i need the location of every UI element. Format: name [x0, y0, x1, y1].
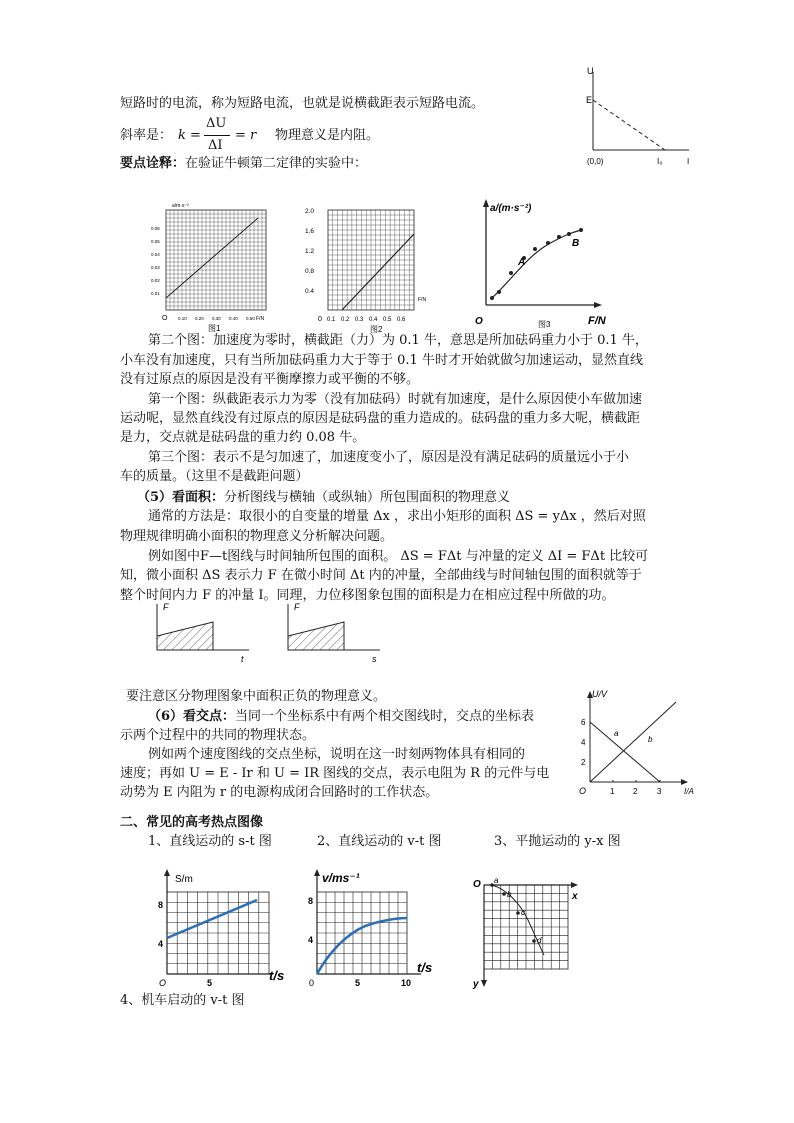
fig2-x-tick-label: 0.5	[383, 317, 392, 323]
fig2-y-tick-label: 2.0	[305, 208, 315, 215]
yx-y-label: y	[473, 979, 479, 990]
fig1-xunit: F/N	[256, 316, 265, 322]
st-origin: O	[159, 978, 167, 988]
cross-line-b	[590, 702, 676, 782]
para-fig1-3: 是力，交点就是砝码盘的重力约 0.08 牛。	[120, 430, 366, 445]
st-line	[167, 900, 257, 938]
cross-label-b: b	[648, 735, 653, 744]
area-example-2: 知，微小面积 ΔS 表示力 F 在微小时间 Δt 内的冲量，全部曲线与时间轴包围的面积就等于	[120, 568, 642, 583]
cross-origin: O	[579, 786, 587, 796]
fig3-point	[579, 228, 583, 232]
cross-xlabel: I/A	[684, 787, 694, 796]
vt-graph	[305, 868, 445, 990]
figure-2	[300, 205, 430, 337]
fig1-y-tick-label: 0.04	[151, 252, 160, 257]
yx-y-arrow	[481, 980, 487, 987]
area-heading-num: （5）看面积：	[137, 490, 225, 505]
yx-label-a: a	[494, 876, 499, 885]
ft-graph	[145, 600, 255, 680]
fig1-frame	[166, 210, 266, 310]
fs-x-label: s	[372, 654, 377, 664]
yx-x-label: x	[572, 891, 578, 902]
yx-point-c	[516, 911, 520, 915]
fig3-point	[546, 241, 550, 245]
yx-label-c: c	[521, 908, 525, 917]
para-fig2-3: 没有过原点的原因是没有平衡摩擦力或平衡的不够。	[120, 372, 420, 387]
slope-meaning: 物理意义是内阻。	[275, 128, 380, 143]
area-method-2: 物理规律明确小面积的物理意义分析解决问题。	[120, 529, 394, 544]
cross-heading-num: （6）看交点：	[148, 709, 236, 724]
slope-rhs: = r	[235, 128, 257, 143]
cross-ylabel: U/V	[592, 689, 608, 699]
vt-xtick-10: 10	[401, 978, 412, 988]
fig2-origin: 0	[318, 316, 322, 323]
vt-grid	[317, 892, 407, 974]
slope-eq: =	[190, 128, 201, 143]
fig1-y-tick-label: 0.06	[151, 226, 160, 231]
ui-e-label: E	[586, 95, 593, 105]
cross-ytick-2: 2	[581, 758, 586, 767]
vt-ytick-4: 4	[308, 935, 314, 945]
area-heading-text: 分析图线与横轴（或纵轴）所包围面积的物理意义	[224, 490, 511, 505]
fig1-x-tick-label: 0.30	[212, 316, 221, 321]
fs-graph	[276, 600, 386, 680]
cross-x-arrow	[681, 779, 688, 785]
para-fig2-2: 小车没有加速度，只有当所加砝码重力大于等于 0.1 牛时才开始就做匀加速运动，显然直线	[120, 353, 643, 368]
fig3-point	[567, 232, 571, 236]
fig3-x-arrow	[594, 302, 602, 308]
fig3-origin: O	[475, 316, 483, 327]
yx-label-b: b	[507, 890, 512, 899]
fig3-xlabel: F/N	[588, 315, 606, 327]
cross-line-a	[590, 722, 660, 782]
ui-y-label: U	[587, 66, 594, 76]
fig3-point-a: A	[518, 257, 526, 268]
cross-graph	[578, 690, 698, 800]
fig1-x-tick-label: 0.50	[246, 316, 255, 321]
vt-ylabel: v/ms⁻¹	[322, 871, 360, 885]
fig3-caption: 图3	[538, 320, 551, 329]
vt-ytick-8: 8	[308, 896, 314, 906]
fig1-x-tick-label: 0.20	[195, 316, 204, 321]
area-example-1: 例如图中F—t图线与时间轴所包围的面积。 ΔS = FΔt 与冲量的定义 ΔI = FΔt 比较可	[148, 549, 649, 564]
cross-heading	[148, 707, 534, 727]
cross-line-a: 示两个过程中的共同的物理状态。	[120, 728, 316, 743]
fig3-y-arrow	[483, 199, 489, 207]
key-text: 在验证牛顿第二定律的实验中：	[185, 156, 368, 171]
key-label: 要点诠释：	[120, 156, 186, 171]
fig2-line	[342, 234, 414, 310]
fig3-point-b: B	[572, 238, 580, 249]
st-grid	[167, 892, 269, 974]
fig1-y-tick-label: 0.01	[151, 291, 160, 296]
cross-ytick-4: 4	[581, 738, 586, 747]
fig2-x-tick-label: 0.1	[327, 317, 336, 323]
yx-point-b	[502, 892, 506, 896]
slope-den: ΔI	[208, 138, 223, 153]
fig3-point	[497, 290, 501, 294]
para-fig1-2: 运动呢，显然直线没有过原点的原因是砝码盘的重力造成的。砝码盘的重力多大呢，横截距	[120, 411, 641, 426]
cross-xtick-3: 3	[657, 787, 662, 796]
ft-x-label: t	[241, 654, 244, 664]
figure-3	[472, 197, 612, 332]
fig2-xunit: F/N	[418, 297, 427, 303]
fig2-caption: 图2	[370, 325, 383, 334]
fs-area	[288, 622, 344, 650]
fig2-y-tick-label: 1.6	[305, 228, 315, 235]
vt-origin: 0	[309, 978, 315, 988]
yx-x-arrow	[571, 882, 578, 888]
item-4: 4、机车启动的 v-t 图	[120, 993, 245, 1008]
item-1: 1、直线运动的 s-t 图	[148, 834, 272, 849]
cross-xtick-2: 2	[633, 787, 638, 796]
cross-example-2: 速度；再如 U = E - Ir 和 U = IR 图线的交点，表示电阻为 R 的元件与电	[120, 766, 550, 781]
cross-example-3: 动势为 E 内阻为 r 的电源构成闭合回路时的工作状态。	[120, 785, 439, 800]
para-fig1-1: 第一个图：纵截距表示力为零（没有加砝码）时就有加速度，是什么原因使小车做加速	[148, 392, 643, 407]
cross-label-a: a	[614, 729, 619, 738]
area-note: 要注意区分物理图象中面积正负的物理意义。	[126, 689, 387, 704]
ui-i0: I₀	[657, 157, 663, 166]
fig3-point	[490, 296, 494, 300]
cross-example-1: 例如两个速度图线的交点坐标，说明在这一时刻两物体具有相同的	[148, 747, 526, 762]
fig2-x-tick-label: 0.4	[369, 317, 378, 323]
yx-point-d	[532, 939, 536, 943]
area-method-1: 通常的方法是：取很小的自变量的增量 Δx ，求出小矩形的面积 ΔS = yΔx ，然后对照	[148, 509, 646, 524]
para-fig3-2: 车的质量。（这里不是截距问题）	[120, 469, 309, 484]
fig1-x-tick-label: 0.10	[178, 316, 187, 321]
ui-origin: (0,0)	[587, 157, 604, 166]
st-ylabel: S/m	[175, 874, 193, 885]
vt-xtick-5: 5	[355, 978, 361, 988]
fig1-ylabel: a/m·s⁻²	[172, 203, 189, 209]
fig2-grid	[328, 210, 414, 310]
slope-formula	[120, 112, 480, 156]
ui-line	[593, 100, 665, 150]
cross-heading-text: 当同一个坐标系中有两个相交图线时，交点的坐标表	[235, 709, 535, 724]
item-3: 3、平抛运动的 y-x 图	[494, 834, 621, 849]
slope-num: ΔU	[206, 116, 227, 131]
fig2-y-tick-label: 1.2	[305, 248, 315, 255]
fig1-y-tick-label: 0.02	[151, 278, 160, 283]
fig2-x-tick-label: 0.3	[355, 317, 364, 323]
fig2-y-tick-label: 0.8	[305, 268, 315, 275]
yx-grid	[484, 885, 568, 969]
fig1-x-tick-label: 0.40	[229, 316, 238, 321]
st-y-arrow	[164, 869, 170, 876]
item-2: 2、直线运动的 v-t 图	[317, 834, 442, 849]
key-line	[120, 154, 367, 174]
st-ytick-4: 4	[158, 939, 164, 949]
slope-label: 斜率是：	[120, 128, 173, 143]
ui-graph	[585, 62, 695, 172]
cross-ytick-6: 6	[581, 718, 586, 727]
st-graph	[155, 868, 290, 990]
fig3-point	[557, 235, 561, 239]
fig1-grid	[166, 210, 266, 310]
st-ytick-8: 8	[158, 900, 164, 910]
yx-origin: O	[473, 879, 481, 890]
para-fig3-1: 第三个图：表示不是匀加速了，加速度变小了，原因是没有满足砝码的质量远小于小	[148, 450, 630, 465]
area-example-3: 整个时间内力 F 的冲量 I。同理，力位移图象包围的面积是力在相应过程中所做的功。	[120, 588, 615, 603]
vt-y-arrow	[314, 869, 320, 876]
cross-xtick-1: 1	[610, 787, 615, 796]
st-xtick-5: 5	[207, 978, 213, 988]
yx-graph	[470, 875, 590, 990]
ui-x-label: I	[687, 157, 690, 166]
fig3-curve	[492, 230, 581, 298]
yx-label-d: d	[537, 936, 542, 945]
slope-k: k	[178, 128, 186, 143]
section-heading: 二、常见的高考热点图像	[120, 815, 264, 830]
fig1-y-tick-label: 0.03	[151, 265, 160, 270]
fig1-caption: 图1	[208, 324, 221, 333]
para-fig2-1: 第二个图：加速度为零时，横截距（力）为 0.1 牛，意思是所加砝码重力小于 0.1 牛，	[148, 333, 648, 348]
fs-y-label: F	[294, 602, 300, 612]
fig2-y-tick-label: 0.4	[305, 288, 315, 295]
intro-line: 短路时的电流，称为短路电流，也就是说横截距表示短路电流。	[120, 96, 485, 111]
fig1-y-tick-label: 0.05	[151, 239, 160, 244]
ft-area	[157, 622, 213, 650]
vt-xlabel: t/s	[417, 960, 433, 975]
fig2-x-tick-label: 0.6	[397, 317, 406, 323]
fig3-point	[533, 247, 537, 251]
fig2-x-tick-label: 0.2	[341, 317, 350, 323]
st-xlabel: t/s	[269, 968, 285, 983]
figure-1	[148, 200, 270, 335]
fig3-point	[509, 271, 513, 275]
fig3-ylabel: a/(m·s⁻²)	[490, 203, 532, 214]
fig1-origin: O	[162, 315, 168, 322]
area-heading	[137, 488, 510, 508]
ft-y-label: F	[163, 602, 169, 612]
